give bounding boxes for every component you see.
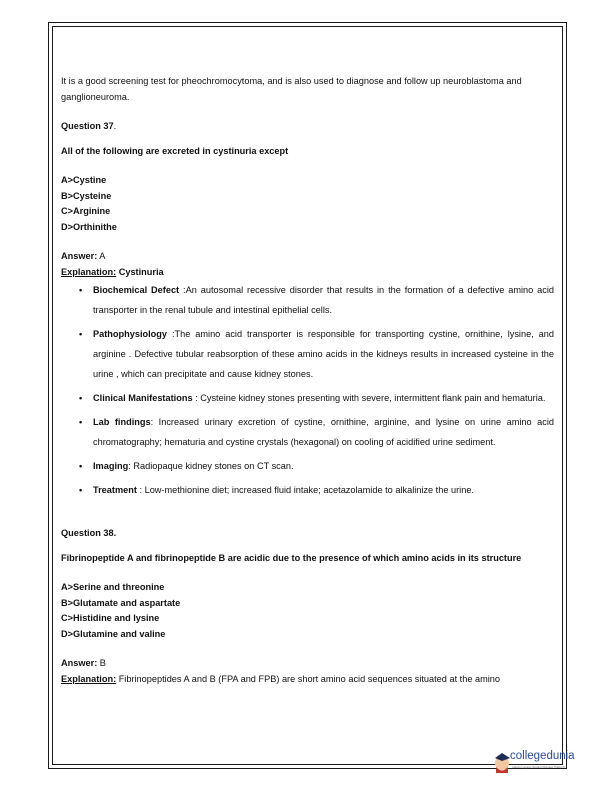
q38-option-b: B>Glutamate and aspartate	[61, 597, 181, 608]
brand-name: collegedunia	[510, 750, 575, 762]
explanation-point-lab-findings: • Lab findings: Increased urinary excretion of cystine, ornithine, arginine, and lysine on urine amino acid chromatography; hematuria and cystine crystals (hexagonal) on cooling of acidified urine sediment.	[79, 412, 554, 452]
question-38-label: Question 38.	[61, 528, 117, 538]
question-37-label: Question 37.	[61, 121, 117, 131]
q37-option-a: A>Cystine	[61, 175, 107, 185]
explanation-point-imaging: • Imaging: Radiopaque kidney stones on CT scan.	[79, 456, 554, 476]
q37-option-b: B>Cysteine	[61, 190, 112, 201]
brand-tagline: India's Largest Student Review Platform	[512, 765, 566, 769]
explanation-point-pathophysiology: • Pathophysiology :The amino acid transporter is responsible for transporting cystine, ornithine, lysine, and arginine . Defective tubular reabsorption of these amino acids in the kidneys results in increased cysteine in the urine , which can precipitate and cause kidney stones.	[79, 324, 554, 384]
q38-option-c: C>Histidine and lysine	[61, 613, 160, 623]
explanation-point-treatment: • Treatment : Low-methionine diet; increased fluid intake; acetazolamide to alkalinize the urine.	[79, 480, 554, 500]
q38-answer: Answer: B	[61, 658, 106, 668]
q37-answer: Answer: A	[61, 251, 106, 261]
explanation-point-clinical-manifestations: • Clinical Manifestations : Cysteine kidney stones presenting with severe, intermittent flank pain and hematuria.	[79, 388, 554, 408]
q37-option-d: D>Orthinithe	[61, 221, 117, 232]
q37-explanation-heading: Explanation: Cystinuria	[61, 266, 164, 277]
explanation-point-biochemical-defect: • Biochemical Defect :An autosomal recessive disorder that results in the formation of a defective amino acid transporter in the renal tubule and intestinal epithelial cells.	[79, 280, 554, 320]
intro-paragraph: It is a good screening test for pheochromocytoma, and is also used to diagnose and follow up neuroblastoma and ganglioneuroma.	[61, 76, 522, 102]
q38-option-a: A>Serine and threonine	[61, 582, 165, 592]
question-38-text: Fibrinopeptide A and fibrinopeptide B are acidic due to the presence of which amino acids in its structure	[61, 552, 522, 563]
q37-option-c: C>Arginine	[61, 206, 111, 216]
q38-explanation: Explanation: Fibrinopeptides A and B (FPA and FPB) are short amino acid sequences situated at the amino	[61, 673, 501, 684]
q38-option-d: D>Glutamine and valine	[61, 628, 166, 639]
q37-explanation-list	[61, 280, 554, 500]
document-body	[61, 74, 554, 687]
question-37-text: All of the following are excreted in cystinuria except	[61, 145, 289, 156]
